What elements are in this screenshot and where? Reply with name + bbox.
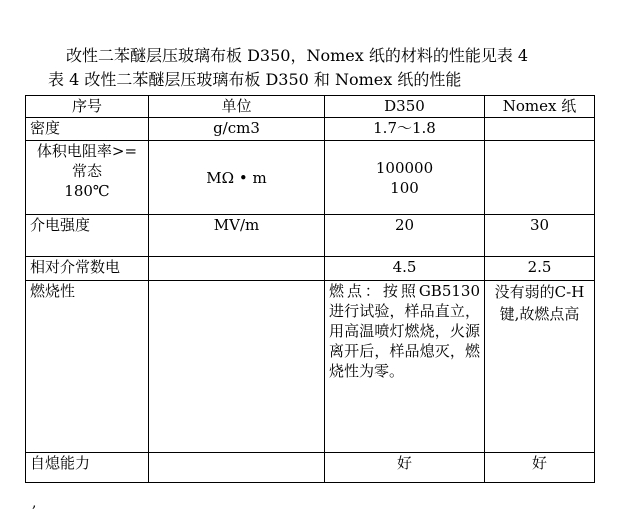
table-row [26,118,595,141]
table-caption: 表 4 改性二苯醚层压玻璃布板 D350 和 Nomex 纸的性能 [48,70,462,89]
header-nomex: Nomex 纸 [485,96,595,118]
row-name: 介电强度 [26,215,149,257]
row-nomex: 2.5 [485,257,595,281]
intro-paragraph: 改性二苯醚层压玻璃布板 D350，Nomex 纸的材料的性能见表 4 [66,46,529,65]
trailing-comma: , [32,495,37,511]
table-header-row [26,96,595,118]
row-unit: MV/m [149,215,325,257]
row-unit: MΩ • m [149,141,325,215]
row-nomex: 没有弱的C-H键,故燃点高 [485,281,595,453]
row-nomex: 好 [485,453,595,483]
table-row [26,257,595,281]
row-d350: 好 [325,453,485,483]
row-unit [149,257,325,281]
row-unit [149,453,325,483]
row-name-line: 体积电阻率>= [36,142,138,160]
header-unit: 单位 [149,96,325,118]
row-nomex: 30 [485,215,595,257]
row-d350 [325,141,485,215]
table-row [26,281,595,453]
table-row [26,215,595,257]
row-unit: g/cm3 [149,118,325,141]
row-d350-line: 100000 [375,158,434,177]
row-nomex [485,141,595,215]
row-d350: 20 [325,215,485,257]
row-name-line: 180℃ [64,182,110,200]
row-name [26,141,149,215]
row-d350-line: 100 [390,178,419,197]
row-name: 密度 [26,118,149,141]
row-d350: 燃点：按照GB5130进行试验，样品直立，用高温喷灯燃烧，火源离开后，样品熄灭，燃烧性为零。 [325,281,485,453]
header-index: 序号 [26,96,149,118]
header-d350: D350 [325,96,485,118]
row-name: 相对介常数电 [26,257,149,281]
row-d350: 4.5 [325,257,485,281]
row-name: 自熄能力 [26,453,149,483]
row-nomex [485,118,595,141]
table-row [26,141,595,215]
row-name-line: 常态 [71,162,102,180]
row-name: 燃烧性 [26,281,149,453]
row-d350: 1.7～1.8 [325,118,485,141]
row-unit [149,281,325,453]
table-row [26,453,595,483]
properties-table [25,95,595,483]
